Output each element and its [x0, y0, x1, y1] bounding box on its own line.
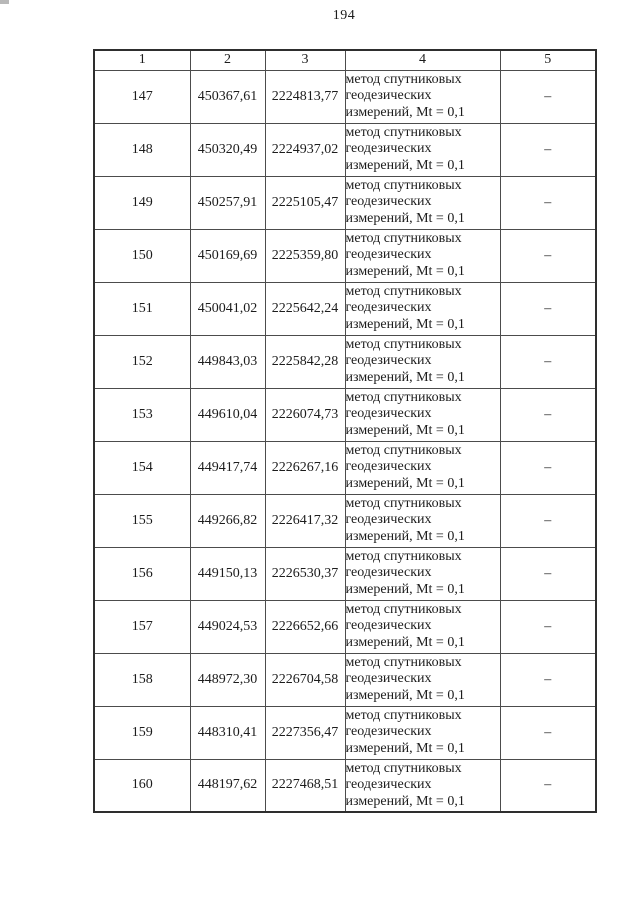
column-header-5: 5	[500, 50, 596, 70]
accuracy-dash: –	[500, 441, 596, 494]
method-description: метод спутниковых геодезических измерений, Mt = 0,1	[345, 706, 500, 759]
point-number: 152	[94, 335, 190, 388]
coordinate-x: 449150,13	[190, 547, 265, 600]
coordinate-y: 2224813,77	[265, 70, 345, 123]
table-row	[94, 123, 596, 176]
method-description: метод спутниковых геодезических измерений, Mt = 0,1	[345, 123, 500, 176]
coordinate-x: 448972,30	[190, 653, 265, 706]
accuracy-dash: –	[500, 706, 596, 759]
table-row	[94, 70, 596, 123]
table-row	[94, 547, 596, 600]
accuracy-dash: –	[500, 547, 596, 600]
coordinate-y: 2227356,47	[265, 706, 345, 759]
method-description: метод спутниковых геодезических измерений, Mt = 0,1	[345, 176, 500, 229]
accuracy-dash: –	[500, 759, 596, 812]
coordinate-x: 450367,61	[190, 70, 265, 123]
method-description: метод спутниковых геодезических измерений, Mt = 0,1	[345, 70, 500, 123]
coordinate-y: 2225105,47	[265, 176, 345, 229]
table-header-row	[94, 50, 596, 70]
column-header-3: 3	[265, 50, 345, 70]
table-row	[94, 388, 596, 441]
table-row	[94, 494, 596, 547]
coordinate-x: 449843,03	[190, 335, 265, 388]
coordinate-y: 2226074,73	[265, 388, 345, 441]
table-row	[94, 335, 596, 388]
accuracy-dash: –	[500, 600, 596, 653]
point-number: 154	[94, 441, 190, 494]
table-row	[94, 706, 596, 759]
coordinate-y: 2225642,24	[265, 282, 345, 335]
coordinate-x: 449024,53	[190, 600, 265, 653]
coordinate-y: 2224937,02	[265, 123, 345, 176]
column-header-1: 1	[94, 50, 190, 70]
method-description: метод спутниковых геодезических измерений, Mt = 0,1	[345, 229, 500, 282]
coordinate-x: 450169,69	[190, 229, 265, 282]
coordinate-x: 448197,62	[190, 759, 265, 812]
table-row	[94, 653, 596, 706]
coordinate-y: 2226652,66	[265, 600, 345, 653]
accuracy-dash: –	[500, 494, 596, 547]
column-header-4: 4	[345, 50, 500, 70]
point-number: 156	[94, 547, 190, 600]
column-header-2: 2	[190, 50, 265, 70]
accuracy-dash: –	[500, 653, 596, 706]
coordinate-x: 449417,74	[190, 441, 265, 494]
point-number: 159	[94, 706, 190, 759]
method-description: метод спутниковых геодезических измерений, Mt = 0,1	[345, 547, 500, 600]
coordinate-y: 2225842,28	[265, 335, 345, 388]
table-row	[94, 600, 596, 653]
method-description: метод спутниковых геодезических измерений, Mt = 0,1	[345, 759, 500, 812]
table-row	[94, 441, 596, 494]
point-number: 157	[94, 600, 190, 653]
table-row	[94, 282, 596, 335]
method-description: метод спутниковых геодезических измерений, Mt = 0,1	[345, 282, 500, 335]
point-number: 149	[94, 176, 190, 229]
point-number: 151	[94, 282, 190, 335]
point-number: 148	[94, 123, 190, 176]
accuracy-dash: –	[500, 123, 596, 176]
coordinate-x: 450320,49	[190, 123, 265, 176]
method-description: метод спутниковых геодезических измерений, Mt = 0,1	[345, 653, 500, 706]
accuracy-dash: –	[500, 176, 596, 229]
point-number: 150	[94, 229, 190, 282]
coordinate-x: 450257,91	[190, 176, 265, 229]
method-description: метод спутниковых геодезических измерений, Mt = 0,1	[345, 600, 500, 653]
point-number: 153	[94, 388, 190, 441]
point-number: 155	[94, 494, 190, 547]
method-description: метод спутниковых геодезических измерений, Mt = 0,1	[345, 441, 500, 494]
coordinate-y: 2227468,51	[265, 759, 345, 812]
coordinate-y: 2226704,58	[265, 653, 345, 706]
table-row	[94, 759, 596, 812]
point-number: 160	[94, 759, 190, 812]
coordinate-y: 2226417,32	[265, 494, 345, 547]
coordinate-y: 2225359,80	[265, 229, 345, 282]
accuracy-dash: –	[500, 70, 596, 123]
method-description: метод спутниковых геодезических измерений, Mt = 0,1	[345, 335, 500, 388]
coordinates-table	[93, 49, 597, 813]
accuracy-dash: –	[500, 229, 596, 282]
coordinate-x: 450041,02	[190, 282, 265, 335]
scan-artifact	[0, 0, 9, 4]
method-description: метод спутниковых геодезических измерений, Mt = 0,1	[345, 494, 500, 547]
point-number: 158	[94, 653, 190, 706]
table-row	[94, 176, 596, 229]
accuracy-dash: –	[500, 282, 596, 335]
coordinate-x: 449610,04	[190, 388, 265, 441]
coordinate-x: 449266,82	[190, 494, 265, 547]
accuracy-dash: –	[500, 388, 596, 441]
coordinate-y: 2226267,16	[265, 441, 345, 494]
coordinate-x: 448310,41	[190, 706, 265, 759]
table-row	[94, 229, 596, 282]
method-description: метод спутниковых геодезических измерений, Mt = 0,1	[345, 388, 500, 441]
page-number: 194	[332, 8, 356, 23]
accuracy-dash: –	[500, 335, 596, 388]
point-number: 147	[94, 70, 190, 123]
coordinate-y: 2226530,37	[265, 547, 345, 600]
